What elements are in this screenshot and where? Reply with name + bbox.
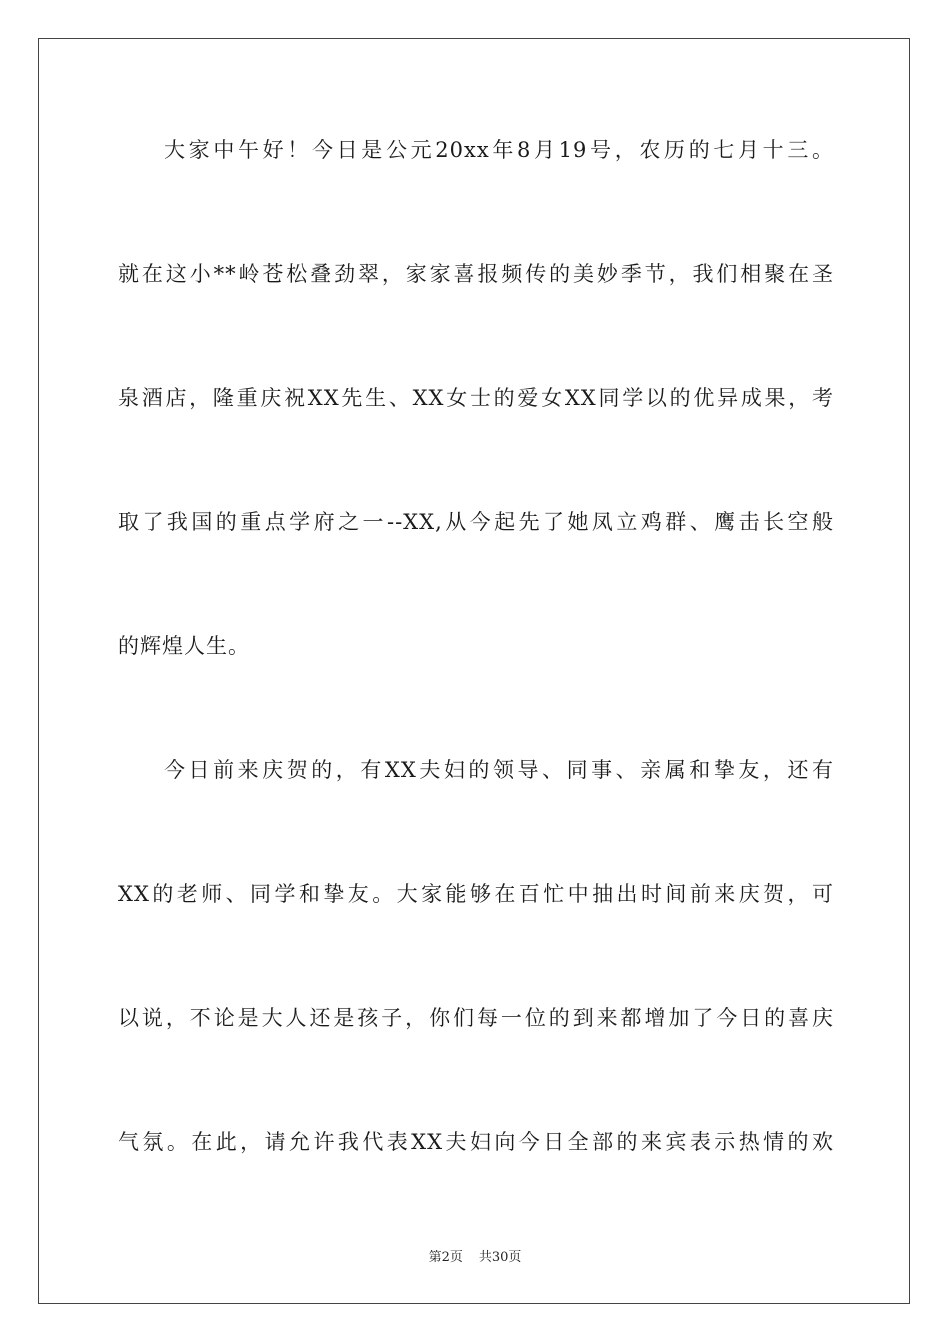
paragraph-line: XX的老师、同学和挚友。大家能够在百忙中抽出时间前来庆贺，可 [118,882,834,906]
page-footer [0,1246,950,1265]
paragraph-line: 大家中午好！今日是公元20xx年8月19号，农历的七月十三。 [164,138,834,162]
paragraph-line: 以说，不论是大人还是孩子，你们每一位的到来都增加了今日的喜庆 [118,1006,834,1030]
paragraph-line: 今日前来庆贺的，有XX夫妇的领导、同事、亲属和挚友，还有 [164,758,834,782]
paragraph-line: 的辉煌人生。 [118,634,250,658]
paragraph-line: 取了我国的重点学府之一--XX,从今起先了她凤立鸡群、鹰击长空般 [118,510,834,534]
page-number: 第2页 [428,1250,463,1265]
paragraph-line: 气氛。在此，请允许我代表XX夫妇向今日全部的来宾表示热情的欢 [118,1130,834,1154]
page-frame [38,38,910,1304]
page-total: 共30页 [478,1250,522,1265]
paragraph-line: 就在这小**岭苍松叠劲翠，家家喜报频传的美妙季节，我们相聚在圣 [118,262,834,286]
paragraph-line: 泉酒店，隆重庆祝XX先生、XX女士的爱女XX同学以的优异成果，考 [118,386,834,410]
